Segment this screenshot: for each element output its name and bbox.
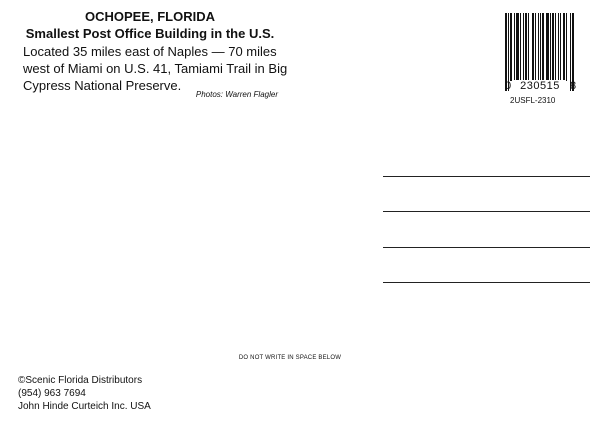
barcode-digits-middle: 230515 xyxy=(514,80,566,92)
description: Located 35 miles east of Naples — 70 miles west of Miami on U.S. 41, Tamiami Trail in Big Cypress National Preserve. xyxy=(23,44,288,93)
subtitle: Smallest Post Office Building in the U.S. xyxy=(25,26,275,41)
address-line-1 xyxy=(383,176,590,177)
barcode-bar xyxy=(514,13,515,81)
address-line-3 xyxy=(383,247,590,248)
barcode-digit-right: 8 xyxy=(570,80,577,92)
barcode-bar xyxy=(550,13,551,81)
publisher-info xyxy=(18,374,278,413)
barcode-bar xyxy=(560,13,561,81)
barcode-bar xyxy=(555,13,556,81)
barcode-bar xyxy=(552,13,554,81)
barcode-bar xyxy=(558,13,559,81)
heading-block xyxy=(0,8,300,42)
barcode-bar xyxy=(566,13,567,81)
barcode-bar xyxy=(528,13,529,81)
title: OCHOPEE, FLORIDA xyxy=(84,9,215,24)
barcode-bar xyxy=(523,13,524,81)
barcode-bar xyxy=(525,13,527,81)
barcode-bar xyxy=(563,13,565,81)
photo-credit: Photos: Warren Flagler xyxy=(195,90,278,99)
do-not-write-notice: DO NOT WRITE IN SPACE BELOW xyxy=(238,355,342,361)
barcode-bar xyxy=(520,13,521,81)
address-line-2 xyxy=(383,211,590,212)
barcode-bar xyxy=(538,13,539,81)
publisher-line-1: ©Scenic Florida Distributors xyxy=(18,375,143,386)
publisher-line-2: (954) 963 7694 xyxy=(18,388,86,399)
barcode-bar xyxy=(532,13,534,81)
product-code: 2USFL-2310 xyxy=(510,96,556,105)
barcode-digit-left: 0 xyxy=(505,80,512,92)
barcode-bar xyxy=(546,13,549,81)
barcode-bar xyxy=(516,13,519,81)
publisher-line-3: John Hinde Curteich Inc. USA xyxy=(18,401,151,412)
barcode-bar xyxy=(535,13,536,81)
barcode-bar xyxy=(510,13,512,81)
address-line-4 xyxy=(383,282,590,283)
